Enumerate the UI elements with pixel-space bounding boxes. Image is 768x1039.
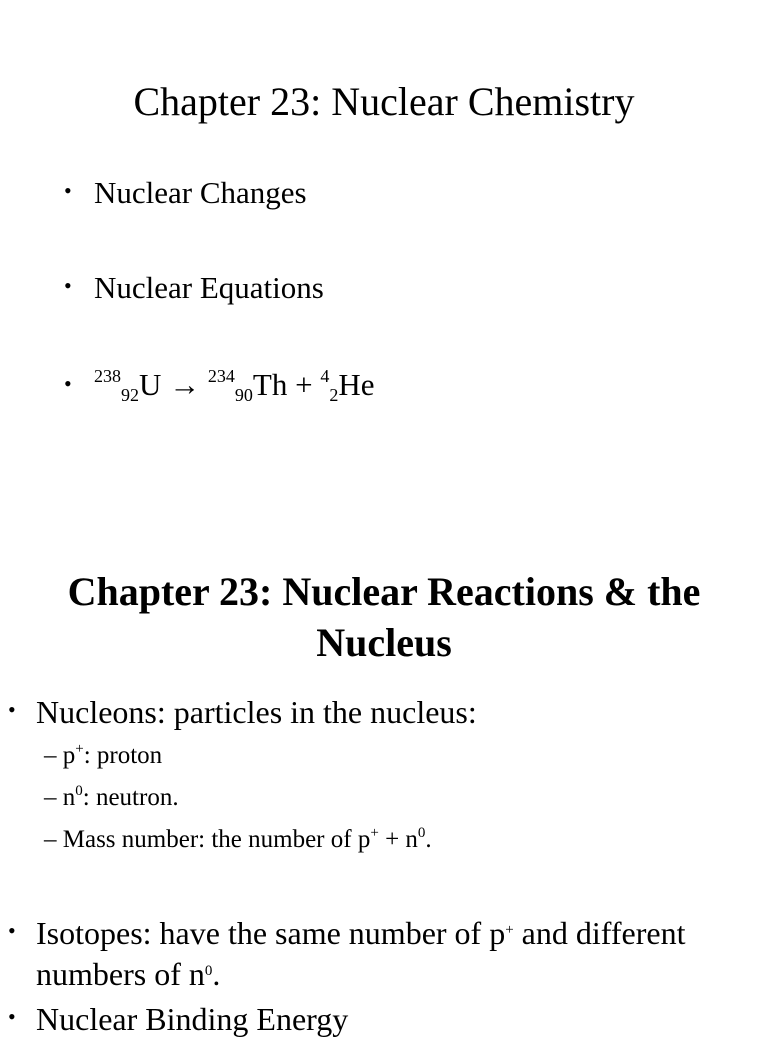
th-symbol: Th: [252, 367, 288, 402]
dash: –: [44, 742, 57, 769]
zero-superscript: 0: [417, 824, 426, 841]
mass-number-end: .: [425, 826, 432, 853]
bullet-marker: •: [64, 178, 72, 203]
bullet-nucleons: Nucleons: particles in the nucleus:: [36, 694, 477, 730]
sub-item-proton: [44, 741, 162, 771]
mass-number-mid: + n: [378, 826, 418, 853]
isotopes-line2: numbers of n: [36, 956, 205, 992]
mass-number-text: Mass number: the number of p: [62, 826, 371, 853]
bullet-marker: •: [64, 273, 72, 298]
u-atomic-number: 92: [121, 385, 139, 406]
isotopes-end: .: [212, 956, 221, 992]
u-mass-number: 238: [94, 366, 121, 387]
th-atomic-number: 90: [234, 385, 253, 406]
bullet-marker: •: [8, 918, 16, 943]
bullet-binding-energy: Nuclear Binding Energy: [36, 1001, 349, 1037]
slide1-title: Chapter 23: Nuclear Chemistry: [133, 79, 635, 124]
plus-sign: +: [295, 367, 313, 402]
proton-symbol: p: [62, 742, 76, 769]
proton-label: : proton: [83, 742, 163, 769]
arrow: →: [169, 367, 201, 402]
u-symbol: U: [139, 367, 162, 402]
isotopes-text2: and different: [513, 915, 686, 951]
bullet-marker: •: [64, 371, 72, 396]
zero-superscript: 0: [204, 962, 213, 979]
isotopes-text: Isotopes: have the same number of p: [36, 915, 506, 951]
sub-item-mass-number: [44, 825, 432, 855]
zero-superscript: 0: [75, 782, 83, 799]
th-mass-number: 234: [207, 366, 235, 387]
he-mass-number: 4: [320, 366, 330, 387]
he-atomic-number: 2: [329, 385, 339, 406]
bullet-nuclear-changes: Nuclear Changes: [94, 175, 307, 210]
neutron-label: : neutron.: [82, 784, 179, 811]
slide2-title: Chapter 23: Nuclear Reactions & the Nucleus: [67, 569, 701, 665]
bullet-nuclear-equations: Nuclear Equations: [94, 270, 324, 305]
bullet-isotopes-line2: [36, 954, 220, 994]
bullet-marker: •: [8, 1004, 16, 1029]
nuclear-equation: [94, 366, 374, 404]
bullet-marker: •: [8, 697, 16, 722]
bullet-isotopes: [36, 913, 685, 953]
neutron-symbol: n: [62, 784, 76, 811]
plus-superscript: +: [370, 824, 379, 841]
dash: –: [44, 826, 57, 853]
plus-superscript: +: [75, 740, 84, 757]
sub-item-neutron: [44, 783, 179, 813]
dash: –: [44, 784, 57, 811]
he-symbol: He: [338, 367, 375, 402]
plus-superscript: +: [505, 921, 514, 938]
